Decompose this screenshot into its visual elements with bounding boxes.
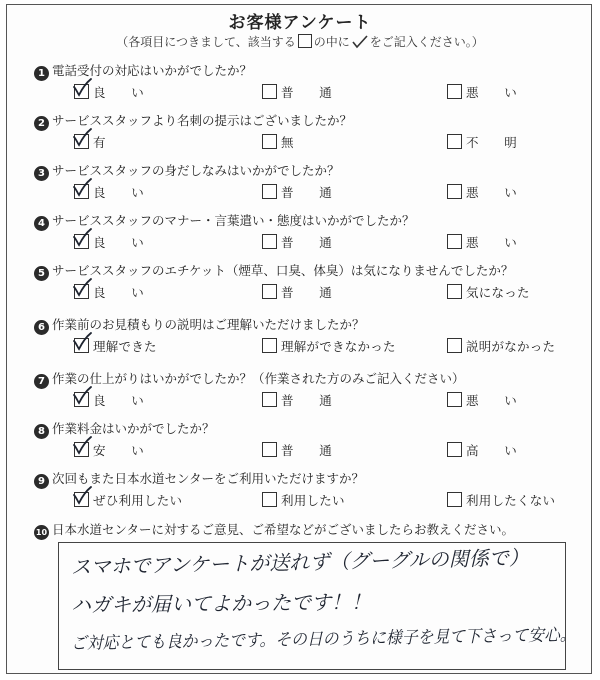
checkbox[interactable] xyxy=(74,134,89,149)
answer-option[interactable] xyxy=(74,133,106,153)
option-label: 悪 い xyxy=(466,185,518,200)
answer-option[interactable] xyxy=(447,183,517,203)
answer-option[interactable] xyxy=(74,83,144,103)
checkbox-icon xyxy=(298,34,312,48)
answer-options xyxy=(34,337,574,359)
checkbox[interactable] xyxy=(447,234,462,249)
option-label: 説明がなかった xyxy=(466,339,556,354)
option-label: 有 xyxy=(93,135,106,150)
option-label: 普 通 xyxy=(281,85,333,100)
option-label: 良 い xyxy=(93,393,145,408)
question-text xyxy=(34,521,574,539)
answer-option[interactable] xyxy=(262,283,332,303)
checkmark-icon xyxy=(352,35,368,52)
option-label: 良 い xyxy=(93,235,145,250)
checkbox[interactable] xyxy=(262,234,277,249)
question-10 xyxy=(34,521,574,539)
form-title: お客様アンケート xyxy=(228,13,372,33)
option-label: ぜひ利用したい xyxy=(93,493,183,508)
answer-option[interactable] xyxy=(447,441,517,461)
answer-option[interactable] xyxy=(447,391,517,411)
checkbox[interactable] xyxy=(262,284,277,299)
option-label: 良 い xyxy=(93,85,145,100)
question-7 xyxy=(34,370,574,413)
checkmark-icon xyxy=(72,128,94,148)
checkbox[interactable] xyxy=(74,234,89,249)
answer-options xyxy=(34,391,574,413)
answer-option[interactable] xyxy=(74,233,144,253)
checkbox[interactable] xyxy=(74,338,89,353)
checkbox[interactable] xyxy=(447,492,462,507)
instruction-text-after: をご記入ください。） xyxy=(369,35,484,49)
checkbox[interactable] xyxy=(447,442,462,457)
question-2 xyxy=(34,112,574,155)
question-text xyxy=(34,316,574,334)
option-label: 安 い xyxy=(93,443,145,458)
answer-option[interactable] xyxy=(262,441,332,461)
option-label: 普 通 xyxy=(281,185,333,200)
question-3 xyxy=(34,162,574,205)
checkmark-icon xyxy=(72,278,94,298)
option-label: 悪 い xyxy=(466,85,518,100)
option-label: 普 通 xyxy=(281,285,333,300)
question-number-badge: 8 xyxy=(34,424,49,439)
answer-option[interactable] xyxy=(74,283,144,303)
checkbox[interactable] xyxy=(447,284,462,299)
question-text xyxy=(34,212,574,230)
question-number-badge: 6 xyxy=(34,320,49,335)
option-label: 悪 い xyxy=(466,235,518,250)
question-number-badge: 3 xyxy=(34,166,49,181)
option-label: 理解できた xyxy=(93,339,157,354)
checkbox[interactable] xyxy=(447,184,462,199)
checkmark-icon xyxy=(72,178,94,198)
question-label: 作業前のお見積もりの説明はご理解いただけましたか？ xyxy=(52,317,365,332)
option-label: 普 通 xyxy=(281,443,333,458)
checkbox[interactable] xyxy=(74,492,89,507)
checkbox[interactable] xyxy=(74,84,89,99)
option-label: 普 通 xyxy=(281,393,333,408)
answer-option[interactable] xyxy=(447,233,517,253)
question-9 xyxy=(34,470,574,513)
option-label: 高 い xyxy=(466,443,518,458)
question-6 xyxy=(34,316,574,359)
option-label: 良 い xyxy=(93,185,145,200)
question-text xyxy=(34,62,574,80)
option-label: 不 明 xyxy=(466,135,518,150)
option-label: 利用したくない xyxy=(466,493,556,508)
checkmark-icon xyxy=(72,436,94,456)
answer-option[interactable] xyxy=(74,491,182,511)
comment-line-2: ハガキが届いてよかったです！！ xyxy=(70,589,372,617)
option-label: 理解ができなかった xyxy=(281,339,396,354)
question-4 xyxy=(34,212,574,255)
checkmark-icon xyxy=(72,386,94,406)
answer-options xyxy=(34,133,574,155)
checkmark-icon xyxy=(72,228,94,248)
answer-options xyxy=(34,283,574,305)
question-5 xyxy=(34,262,574,305)
checkbox[interactable] xyxy=(74,184,89,199)
answer-option[interactable] xyxy=(74,337,157,357)
question-label: サービススタッフのエチケット（煙草、口臭、体臭）は気になりませんでしたか？ xyxy=(52,263,514,278)
answer-option[interactable] xyxy=(447,283,530,303)
answer-option[interactable] xyxy=(262,233,332,253)
answer-option[interactable] xyxy=(262,133,294,153)
option-label: 普 通 xyxy=(281,235,333,250)
checkbox[interactable] xyxy=(262,442,277,457)
answer-option[interactable] xyxy=(74,183,144,203)
checkmark-icon xyxy=(72,332,94,352)
answer-options xyxy=(34,233,574,255)
question-number-badge: 9 xyxy=(34,474,49,489)
answer-option[interactable] xyxy=(447,83,517,103)
question-number-badge: 4 xyxy=(34,216,49,231)
comment-line-3: ご対応とても良かったです。その日のうちに様子を見て下さって安心。 xyxy=(70,625,576,654)
checkbox[interactable] xyxy=(447,84,462,99)
answer-options xyxy=(34,441,574,463)
question-label: サービススタッフより名刺の提示はございましたか？ xyxy=(52,113,353,128)
question-number-badge: 2 xyxy=(34,116,49,131)
question-label: 作業の仕上がりはいかがでしたか？（作業された方のみご記入ください） xyxy=(52,371,465,386)
checkbox[interactable] xyxy=(262,134,277,149)
option-label: 気になった xyxy=(466,285,530,300)
answer-options xyxy=(34,491,574,513)
checkbox[interactable] xyxy=(262,492,277,507)
answer-options xyxy=(34,83,574,105)
answer-option[interactable] xyxy=(74,391,144,411)
option-label: 良 い xyxy=(93,285,145,300)
checkbox[interactable] xyxy=(447,134,462,149)
answer-options xyxy=(34,183,574,205)
checkbox[interactable] xyxy=(262,184,277,199)
answer-option[interactable] xyxy=(262,391,332,411)
checkbox[interactable] xyxy=(447,338,462,353)
comment-line-1: スマホでアンケートが送れず（グーグルの関係で） xyxy=(70,545,529,579)
question-text xyxy=(34,370,574,388)
comment-box[interactable] xyxy=(58,542,576,670)
question-8 xyxy=(34,420,574,463)
question-text xyxy=(34,470,574,488)
question-text xyxy=(34,420,574,438)
option-label: 利用したい xyxy=(281,493,345,508)
instruction-text-before: （各項目につきまして、該当する xyxy=(116,35,296,49)
question-label: サービススタッフの身だしなみはいかがでしたか？ xyxy=(52,163,340,178)
checkbox[interactable] xyxy=(74,442,89,457)
answer-option[interactable] xyxy=(262,491,345,511)
answer-option[interactable] xyxy=(447,337,555,357)
form-instructions xyxy=(0,33,600,52)
question-text xyxy=(34,162,574,180)
answer-option[interactable] xyxy=(74,441,144,461)
question-number-badge: 5 xyxy=(34,266,49,281)
question-label: 次回もまた日本水道センターをご利用いただけますか？ xyxy=(52,471,365,486)
question-label: 日本水道センターに対するご意見、ご希望などがございましたらお教えください。 xyxy=(52,522,515,537)
question-label: サービススタッフのマナー・言葉遣い・態度はいかがでしたか？ xyxy=(52,213,415,228)
question-text xyxy=(34,262,574,280)
answer-option[interactable] xyxy=(262,337,396,357)
answer-option[interactable] xyxy=(262,183,332,203)
answer-option[interactable] xyxy=(447,133,517,153)
instruction-text-middle: の中に xyxy=(313,35,350,49)
checkbox[interactable] xyxy=(262,338,277,353)
question-number-badge: 7 xyxy=(34,374,49,389)
option-label: 悪 い xyxy=(466,393,518,408)
checkbox[interactable] xyxy=(74,392,89,407)
question-label: 電話受付の対応はいかがでしたか？ xyxy=(52,63,253,78)
checkmark-icon xyxy=(72,486,94,506)
question-text xyxy=(34,112,574,130)
question-label: 作業料金はいかがでしたか？ xyxy=(52,421,215,436)
checkbox[interactable] xyxy=(262,392,277,407)
checkmark-icon xyxy=(72,78,94,98)
question-1 xyxy=(34,62,574,105)
question-number-badge: 1 xyxy=(34,66,49,81)
option-label: 無 xyxy=(281,135,294,150)
question-number-badge: 10 xyxy=(34,525,49,540)
checkbox[interactable] xyxy=(447,392,462,407)
answer-option[interactable] xyxy=(447,491,555,511)
checkbox[interactable] xyxy=(262,84,277,99)
answer-option[interactable] xyxy=(262,83,332,103)
checkbox[interactable] xyxy=(74,284,89,299)
